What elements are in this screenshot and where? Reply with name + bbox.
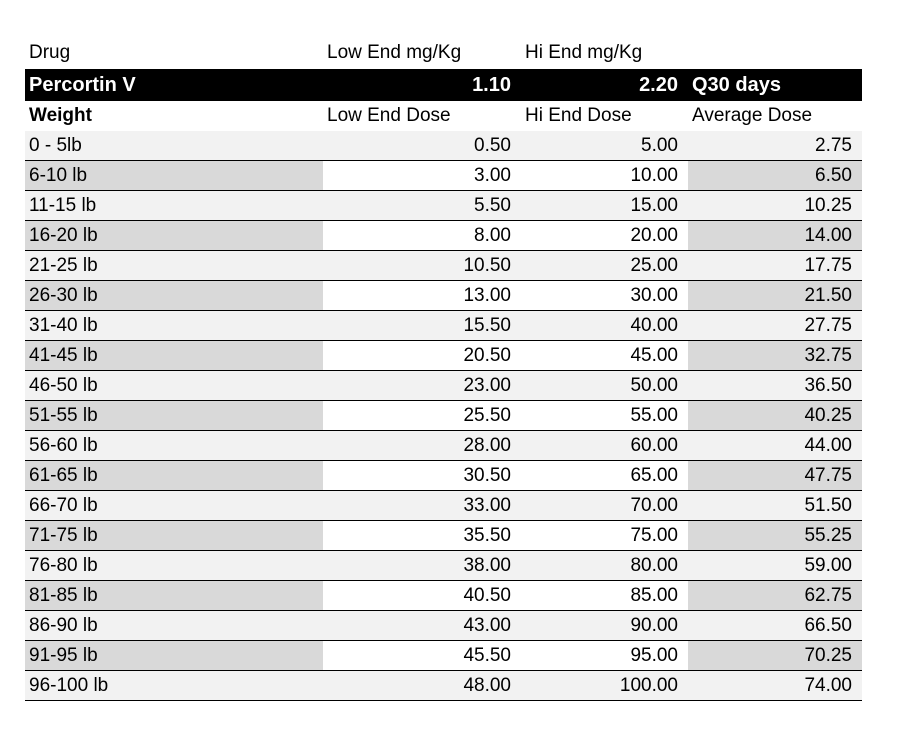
- low-end-dose-cell: 10.50: [323, 251, 521, 280]
- average-dose-cell: 55.25: [688, 521, 862, 550]
- table-row: [25, 641, 862, 671]
- hi-end-mgkg-value: 2.20: [639, 74, 678, 96]
- weight-cell: 21-25 lb: [25, 251, 323, 280]
- low-end-dose-cell: 38.00: [323, 551, 521, 580]
- drug-row: [25, 69, 862, 101]
- average-dose-cell: 40.25: [688, 401, 862, 430]
- hi-end-dose-cell: 60.00: [521, 431, 688, 460]
- hi-end-dose-cell: 40.00: [521, 311, 688, 340]
- weight-cell: 51-55 lb: [25, 401, 323, 430]
- average-dose-cell: 36.50: [688, 371, 862, 400]
- low-end-dose-cell: 30.50: [323, 461, 521, 490]
- hi-end-mgkg-label: Hi End mg/Kg: [525, 42, 643, 63]
- weight-cell: 6-10 lb: [25, 161, 323, 190]
- hi-end-dose-cell: 5.00: [521, 131, 688, 160]
- hi-end-dose-cell: 25.00: [521, 251, 688, 280]
- table-row: [25, 431, 862, 461]
- average-dose-cell: 70.25: [688, 641, 862, 670]
- hi-end-dose-cell: 55.00: [521, 401, 688, 430]
- table-row: [25, 161, 862, 191]
- average-dose-cell: 21.50: [688, 281, 862, 310]
- header-row: [25, 39, 862, 69]
- average-dose-cell: 59.00: [688, 551, 862, 580]
- average-dose-cell: 47.75: [688, 461, 862, 490]
- table-row: [25, 521, 862, 551]
- low-end-mgkg-value: 1.10: [472, 74, 511, 96]
- table-row: [25, 401, 862, 431]
- dosing-frequency: Q30 days: [692, 74, 781, 96]
- average-dose-cell: 62.75: [688, 581, 862, 610]
- header-empty-cell: [688, 39, 862, 69]
- low-end-dose-cell: 8.00: [323, 221, 521, 250]
- low-end-dose-cell: 23.00: [323, 371, 521, 400]
- weight-cell: 56-60 lb: [25, 431, 323, 460]
- low-end-dose-cell: 28.00: [323, 431, 521, 460]
- table-row: [25, 221, 862, 251]
- average-dose-cell: 51.50: [688, 491, 862, 520]
- average-dose-cell: 17.75: [688, 251, 862, 280]
- average-dose-cell: 27.75: [688, 311, 862, 340]
- average-dose-cell: 66.50: [688, 611, 862, 640]
- hi-end-dose-cell: 45.00: [521, 341, 688, 370]
- hi-end-dose-cell: 20.00: [521, 221, 688, 250]
- low-end-dose-cell: 45.50: [323, 641, 521, 670]
- weight-cell: 96-100 lb: [25, 671, 323, 700]
- low-end-dose-cell: 13.00: [323, 281, 521, 310]
- average-dose-cell: 44.00: [688, 431, 862, 460]
- low-end-dose-cell: 0.50: [323, 131, 521, 160]
- low-end-dose-cell: 40.50: [323, 581, 521, 610]
- low-end-dose-cell: 43.00: [323, 611, 521, 640]
- hi-end-dose-cell: 95.00: [521, 641, 688, 670]
- hi-end-dose-cell: 50.00: [521, 371, 688, 400]
- weight-cell: 86-90 lb: [25, 611, 323, 640]
- table-row: [25, 461, 862, 491]
- table-body: [25, 131, 862, 701]
- table-row: [25, 551, 862, 581]
- table-row: [25, 491, 862, 521]
- low-end-dose-cell: 33.00: [323, 491, 521, 520]
- low-end-dose-cell: 35.50: [323, 521, 521, 550]
- table-row: [25, 611, 862, 641]
- hi-end-dose-cell: 80.00: [521, 551, 688, 580]
- hi-end-dose-cell: 70.00: [521, 491, 688, 520]
- average-dose-cell: 74.00: [688, 671, 862, 700]
- table-row: [25, 281, 862, 311]
- average-dose-cell: 2.75: [688, 131, 862, 160]
- weight-cell: 0 - 5lb: [25, 131, 323, 160]
- low-end-dose-cell: 3.00: [323, 161, 521, 190]
- hi-end-dose-cell: 85.00: [521, 581, 688, 610]
- weight-cell: 31-40 lb: [25, 311, 323, 340]
- column-header-row: [25, 101, 862, 131]
- hi-end-dose-cell: 75.00: [521, 521, 688, 550]
- table-row: [25, 371, 862, 401]
- hi-end-dose-column-header: Hi End Dose: [525, 105, 632, 126]
- average-dose-cell: 10.25: [688, 191, 862, 220]
- table-row: [25, 191, 862, 221]
- average-dose-column-header: Average Dose: [692, 105, 813, 126]
- hi-end-dose-cell: 90.00: [521, 611, 688, 640]
- table-row: [25, 581, 862, 611]
- weight-cell: 16-20 lb: [25, 221, 323, 250]
- hi-end-dose-cell: 100.00: [521, 671, 688, 700]
- low-end-dose-cell: 48.00: [323, 671, 521, 700]
- low-end-dose-column-header: Low End Dose: [327, 105, 451, 126]
- table-row: [25, 311, 862, 341]
- weight-cell: 91-95 lb: [25, 641, 323, 670]
- weight-cell: 26-30 lb: [25, 281, 323, 310]
- weight-cell: 76-80 lb: [25, 551, 323, 580]
- low-end-dose-cell: 20.50: [323, 341, 521, 370]
- weight-cell: 46-50 lb: [25, 371, 323, 400]
- hi-end-dose-cell: 10.00: [521, 161, 688, 190]
- low-end-dose-cell: 5.50: [323, 191, 521, 220]
- hi-end-dose-cell: 15.00: [521, 191, 688, 220]
- drug-label: Drug: [29, 42, 71, 63]
- hi-end-dose-cell: 65.00: [521, 461, 688, 490]
- weight-cell: 61-65 lb: [25, 461, 323, 490]
- average-dose-cell: 14.00: [688, 221, 862, 250]
- weight-cell: 81-85 lb: [25, 581, 323, 610]
- average-dose-cell: 6.50: [688, 161, 862, 190]
- weight-cell: 66-70 lb: [25, 491, 323, 520]
- dosage-table: [25, 39, 862, 701]
- table-row: [25, 671, 862, 701]
- weight-cell: 41-45 lb: [25, 341, 323, 370]
- table-row: [25, 341, 862, 371]
- low-end-mgkg-label: Low End mg/Kg: [327, 42, 462, 63]
- weight-column-header: Weight: [29, 105, 92, 126]
- low-end-dose-cell: 15.50: [323, 311, 521, 340]
- hi-end-dose-cell: 30.00: [521, 281, 688, 310]
- weight-cell: 71-75 lb: [25, 521, 323, 550]
- table-row: [25, 131, 862, 161]
- average-dose-cell: 32.75: [688, 341, 862, 370]
- drug-name: Percortin V: [29, 74, 136, 96]
- table-row: [25, 251, 862, 281]
- low-end-dose-cell: 25.50: [323, 401, 521, 430]
- weight-cell: 11-15 lb: [25, 191, 323, 220]
